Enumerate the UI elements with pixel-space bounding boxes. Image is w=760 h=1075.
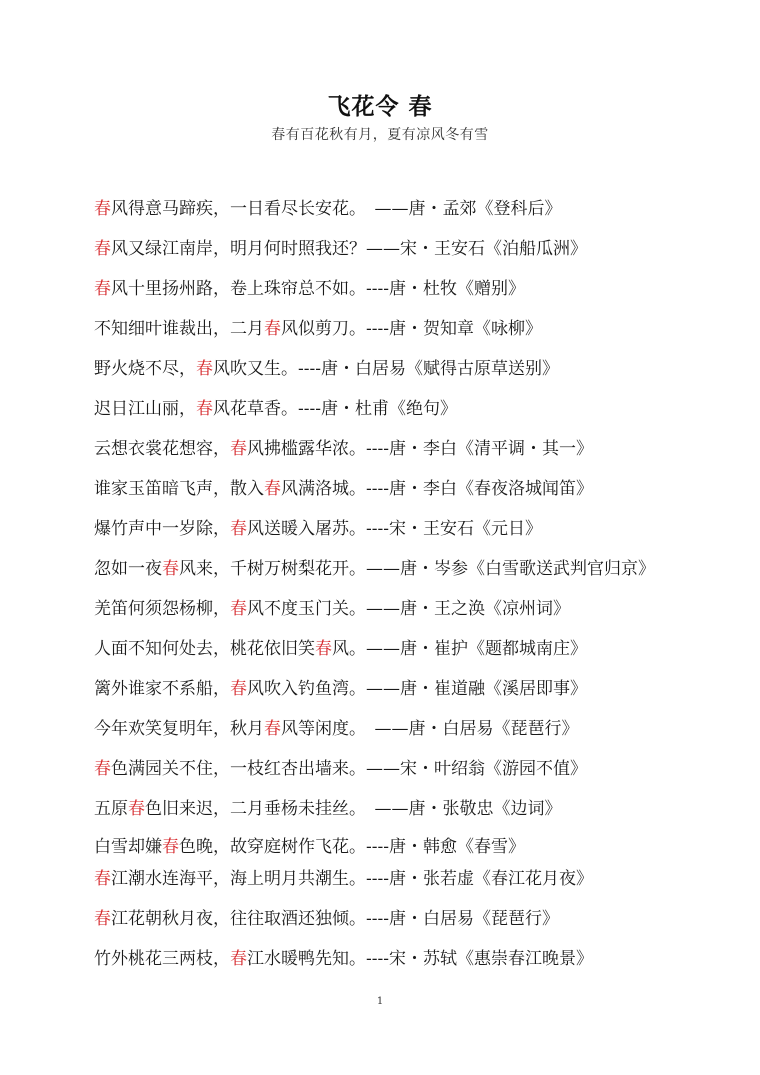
line-text-after: 风来，千树万树梨花开。——唐・岑参《白雪歌送武判官归京》: [179, 559, 655, 579]
line-text-after: 风吹入钓鱼湾。——唐・崔道融《溪居即事》: [247, 679, 587, 699]
line-text-after: 风不度玉门关。——唐・王之涣《凉州词》: [247, 599, 570, 619]
poem-line: [94, 908, 559, 930]
poem-line: [94, 948, 593, 970]
poem-line: [94, 398, 457, 420]
poem-line: [94, 278, 525, 300]
highlight-char: 春: [264, 479, 281, 499]
page-title: 飞花令 春: [327, 94, 433, 120]
highlight-char: 春: [230, 949, 247, 969]
highlight-char: 春: [196, 359, 213, 379]
highlight-char: 春: [94, 199, 111, 219]
highlight-char: 春: [94, 909, 111, 929]
page-subtitle: 春有百花秋有月，夏有凉风冬有雪: [271, 127, 489, 143]
line-text-after: 风似剪刀。----唐・贺知章《咏柳》: [281, 319, 542, 339]
poem-line: [94, 318, 542, 340]
page-number: 1: [376, 996, 384, 1007]
highlight-char: 春: [230, 519, 247, 539]
poem-line: [94, 518, 542, 540]
line-text-after: 色晚，故穿庭树作飞花。----唐・韩愈《春雪》: [179, 837, 525, 857]
line-text-before: 野火烧不尽，: [94, 359, 196, 379]
line-text-after: 风吹又生。----唐・白居易《赋得古原草送别》: [213, 359, 559, 379]
highlight-char: 春: [94, 279, 111, 299]
line-text-before: 竹外桃花三两枝，: [94, 949, 230, 969]
poem-line: [94, 718, 579, 740]
poem-line: [94, 358, 559, 380]
highlight-char: 春: [94, 869, 111, 889]
line-text-after: 风等闲度。 ——唐・白居易《琵琶行》: [281, 719, 579, 739]
highlight-char: 春: [230, 439, 247, 459]
line-text-before: 迟日江山丽，: [94, 399, 196, 419]
poem-line: [94, 478, 593, 500]
line-text-before: 五原: [94, 799, 128, 819]
line-text-after: 色旧来迟，二月垂杨未挂丝。 ——唐・张敬忠《边词》: [145, 799, 562, 819]
poem-line: [94, 836, 525, 858]
highlight-char: 春: [230, 599, 247, 619]
line-text-after: 风满洛城。----唐・李白《春夜洛城闻笛》: [281, 479, 593, 499]
line-text-before: 羌笛何须怨杨柳，: [94, 599, 230, 619]
line-text-after: 风送暖入屠苏。----宋・王安石《元日》: [247, 519, 542, 539]
line-text-before: 人面不知何处去，桃花依旧笑: [94, 639, 315, 659]
poem-line: [94, 868, 593, 890]
highlight-char: 春: [230, 679, 247, 699]
poem-line: [94, 238, 587, 260]
poem-line: [94, 438, 593, 460]
poem-line: [94, 198, 562, 220]
line-text-before: 不知细叶谁裁出，二月: [94, 319, 264, 339]
poem-line: [94, 558, 655, 580]
highlight-char: 春: [162, 559, 179, 579]
line-text-after: 江潮水连海平，海上明月共潮生。----唐・张若虚《春江花月夜》: [111, 869, 593, 889]
poem-line: [94, 598, 570, 620]
highlight-char: 春: [94, 759, 111, 779]
line-text-after: 风。——唐・崔护《题都城南庄》: [332, 639, 587, 659]
line-text-before: 爆竹声中一岁除，: [94, 519, 230, 539]
line-text-after: 江水暖鸭先知。----宋・苏轼《惠崇春江晚景》: [247, 949, 593, 969]
line-text-before: 今年欢笑复明年，秋月: [94, 719, 264, 739]
line-text-before: 云想衣裳花想容，: [94, 439, 230, 459]
line-text-after: 风十里扬州路，卷上珠帘总不如。----唐・杜牧《赠别》: [111, 279, 525, 299]
line-text-before: 篱外谁家不系船，: [94, 679, 230, 699]
highlight-char: 春: [128, 799, 145, 819]
line-text-after: 风拂槛露华浓。----唐・李白《清平调・其一》: [247, 439, 593, 459]
highlight-char: 春: [196, 399, 213, 419]
poem-line: [94, 758, 587, 780]
highlight-char: 春: [162, 837, 179, 857]
highlight-char: 春: [94, 239, 111, 259]
line-text-after: 色满园关不住，一枝红杏出墙来。——宋・叶绍翁《游园不值》: [111, 759, 587, 779]
highlight-char: 春: [315, 639, 332, 659]
highlight-char: 春: [264, 319, 281, 339]
line-text-after: 风又绿江南岸，明月何时照我还？——宋・王安石《泊船瓜洲》: [111, 239, 587, 259]
line-text-after: 江花朝秋月夜，往往取酒还独倾。----唐・白居易《琵琶行》: [111, 909, 559, 929]
poem-line: [94, 638, 587, 660]
poem-line: [94, 798, 562, 820]
poem-line: [94, 678, 587, 700]
line-text-before: 白雪却嫌: [94, 837, 162, 857]
line-text-after: 风得意马蹄疾，一日看尽长安花。 ——唐・孟郊《登科后》: [111, 199, 562, 219]
highlight-char: 春: [264, 719, 281, 739]
line-text-before: 谁家玉笛暗飞声，散入: [94, 479, 264, 499]
line-text-after: 风花草香。----唐・杜甫《绝句》: [213, 399, 457, 419]
line-text-before: 忽如一夜: [94, 559, 162, 579]
